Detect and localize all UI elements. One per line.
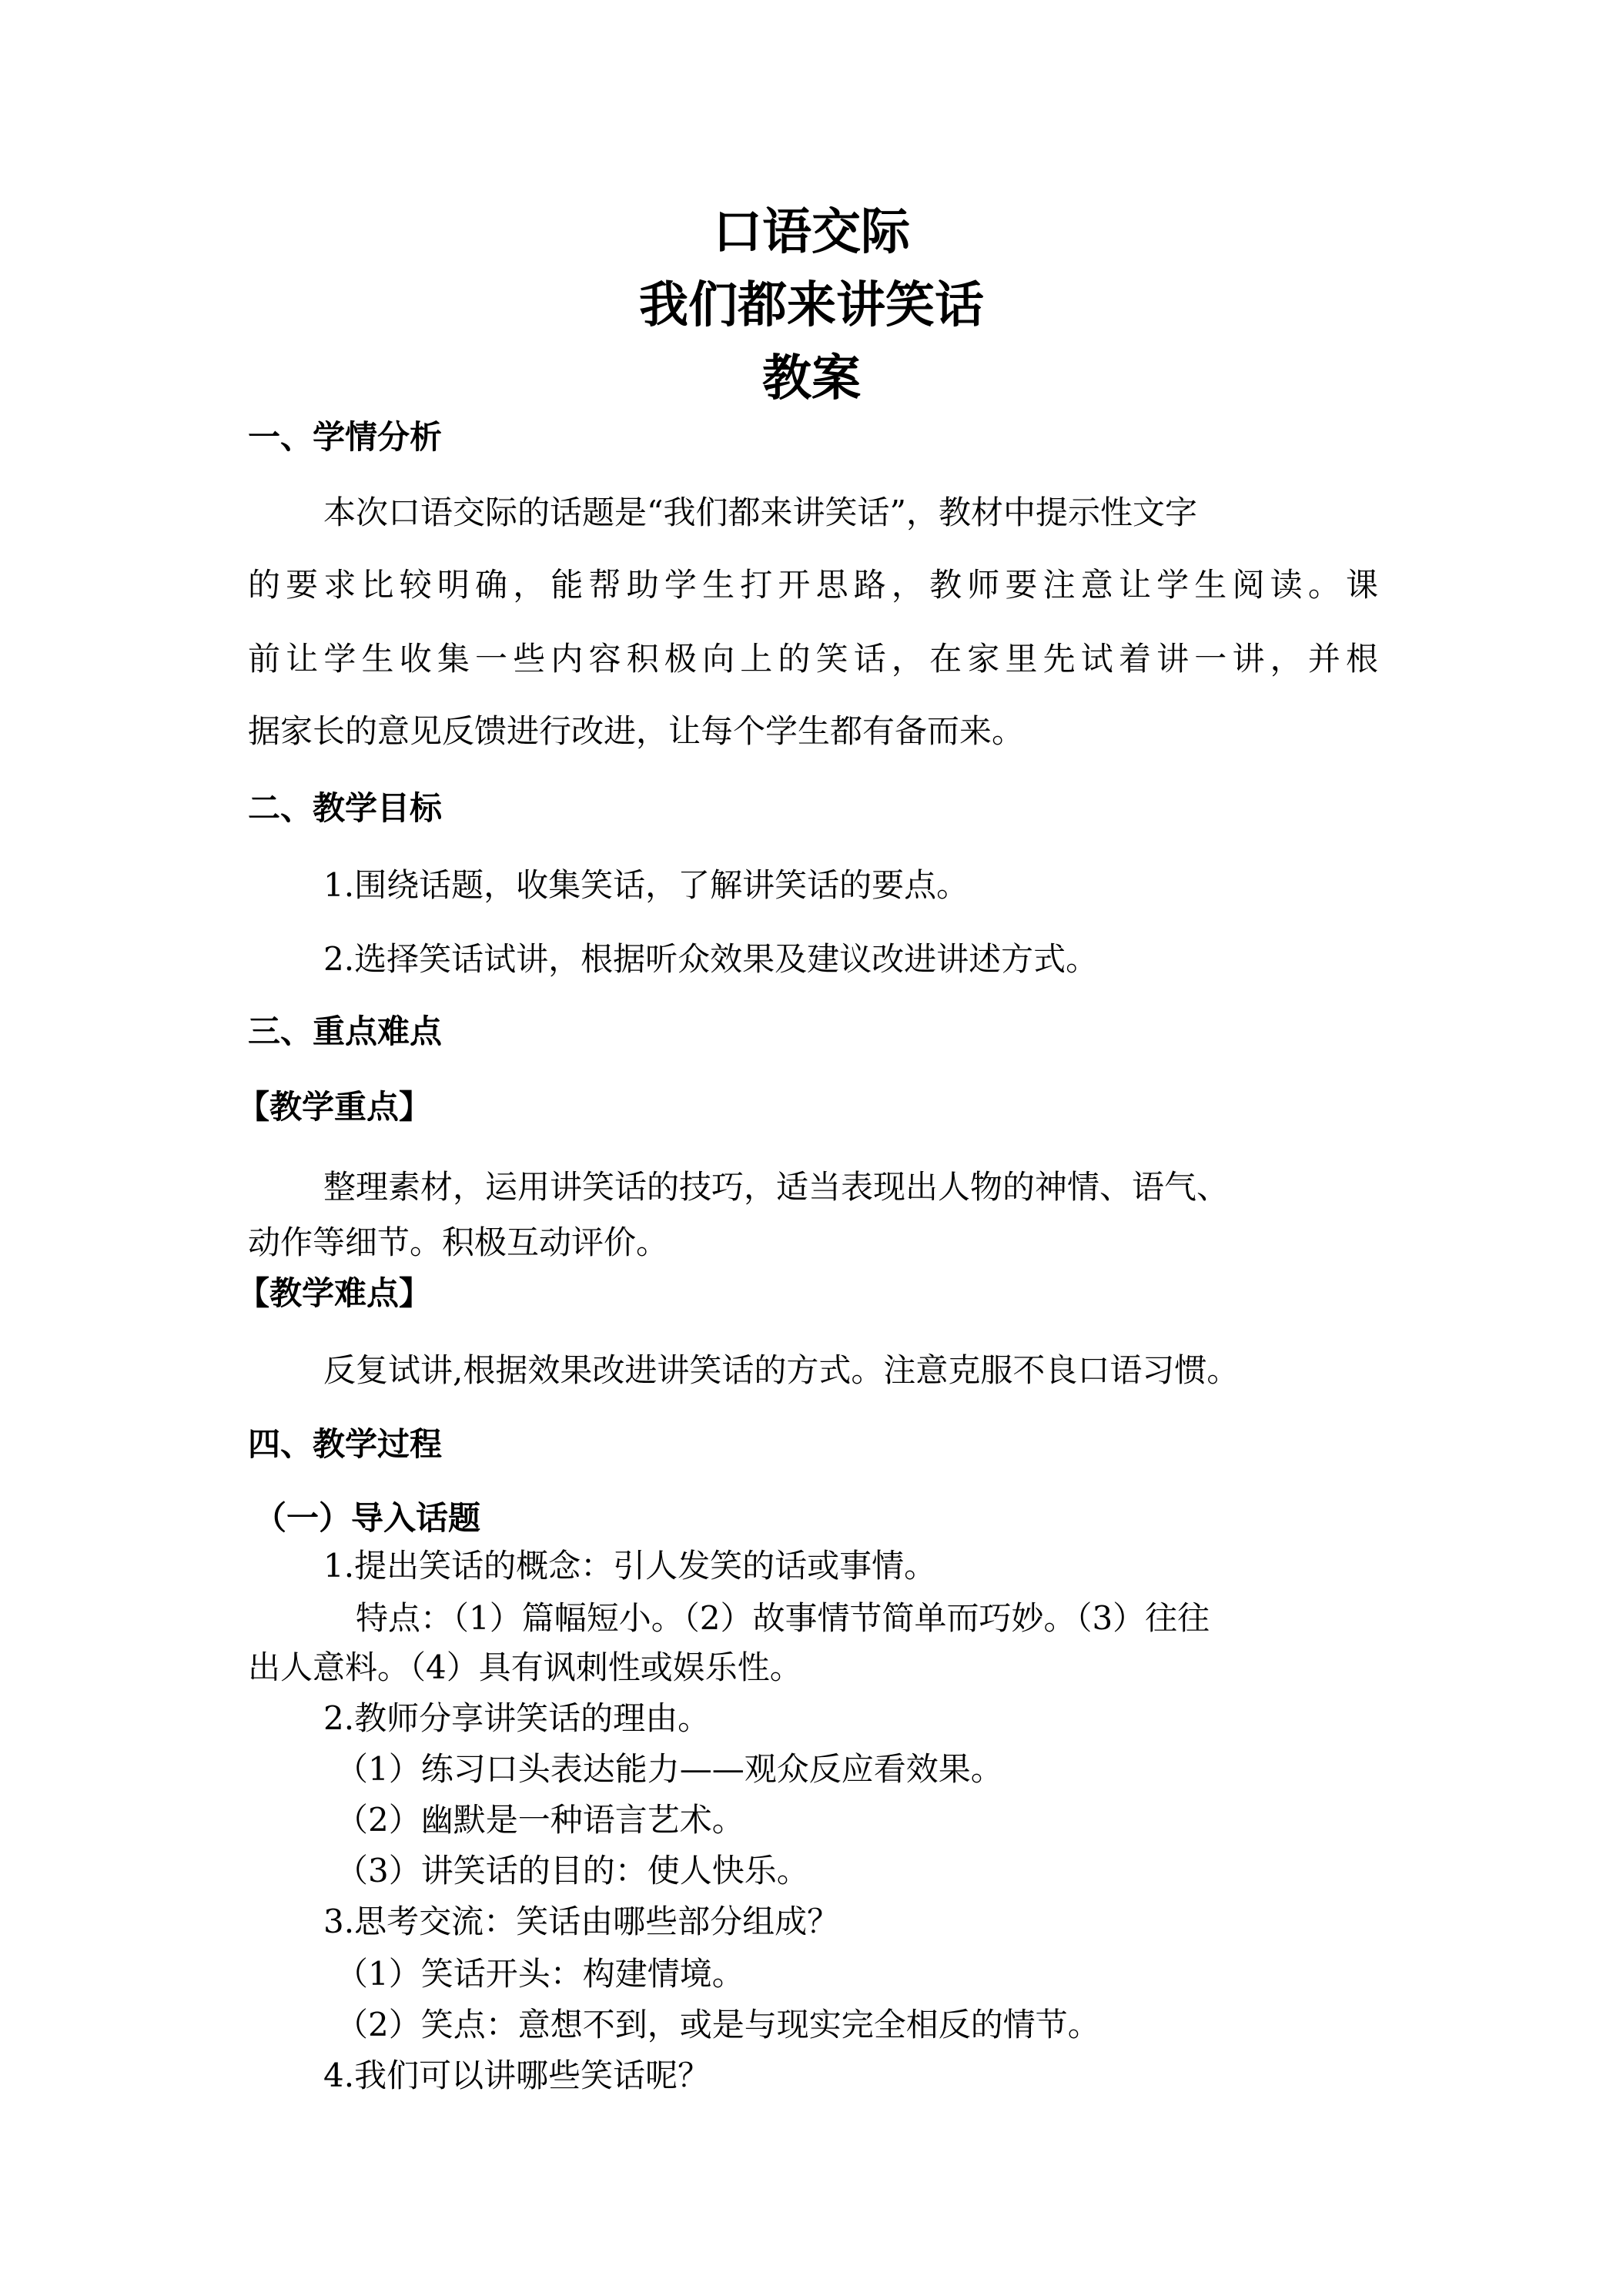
section-heading-learning-analysis: 一、学情分析 [248,418,443,456]
process-line: （2）幽默是一种语言艺术。 [336,1801,745,1839]
title-line-2: 我们都来讲笑话 [639,277,984,334]
process-line: （1）练习口头表达能力——观众反应看效果。 [336,1750,1003,1788]
process-line: （1）笑话开头：构建情境。 [336,1955,745,1993]
paragraph-line: 整理素材，运用讲笑话的技巧，适当表现出人物的神情、语气、 [323,1168,1230,1206]
label-teaching-difficulty: 【教学难点】 [237,1274,432,1312]
goal-item: 1.围绕话题，收集笑话，了解讲笑话的要点。 [323,866,969,904]
title-line-1: 口语交际 [713,204,910,261]
subsection-heading-intro: （一）导入话题 [254,1499,481,1537]
section-heading-key-points: 三、重点难点 [248,1012,443,1050]
title-line-3: 教案 [762,350,861,407]
process-line: 2.教师分享讲笑话的理由。 [323,1699,711,1737]
process-line: 4.我们可以讲哪些笑话呢？ [323,2057,711,2094]
process-line: 3.思考交流：笑话由哪些部分组成？ [323,1903,840,1940]
process-line: （3）讲笑话的目的：使人快乐。 [336,1852,809,1889]
paragraph-line: 本次口语交际的话题是“我们都来讲笑话”，教材中提示性文字 [323,494,1197,531]
process-line: 出人意料。（4）具有讽刺性或娱乐性。 [248,1648,802,1686]
section-heading-teaching-goals: 二、教学目标 [248,789,443,827]
process-line: 特点：（1）篇幅短小。（2）故事情节简单而巧妙。（3）往往 [356,1599,1210,1637]
process-line: （2）笑点：意想不到，或是与现实完全相反的情节。 [336,2006,1100,2043]
section-heading-teaching-process: 四、教学过程 [248,1425,443,1463]
paragraph-line: 反复试讲,根据效果改进讲笑话的方式。注意克服不良口语习惯。 [323,1351,1240,1389]
paragraph-line: 动作等细节。积极互动评价。 [248,1223,669,1261]
paragraph-line: 的要求比较明确，能帮助学生打开思路，教师要注意让学生阅读。课 [248,566,1378,604]
paragraph-line: 据家长的意见反馈进行改进，让每个学生都有备而来。 [248,712,1025,750]
label-teaching-focus: 【教学重点】 [237,1088,432,1126]
goal-item: 2.选择笑话试讲，根据听众效果及建议改进讲述方式。 [323,940,1099,978]
process-line: 1.提出笑话的概念：引人发笑的话或事情。 [323,1547,937,1585]
paragraph-line: 前让学生收集一些内容积极向上的笑话，在家里先试着讲一讲，并根 [248,640,1378,678]
